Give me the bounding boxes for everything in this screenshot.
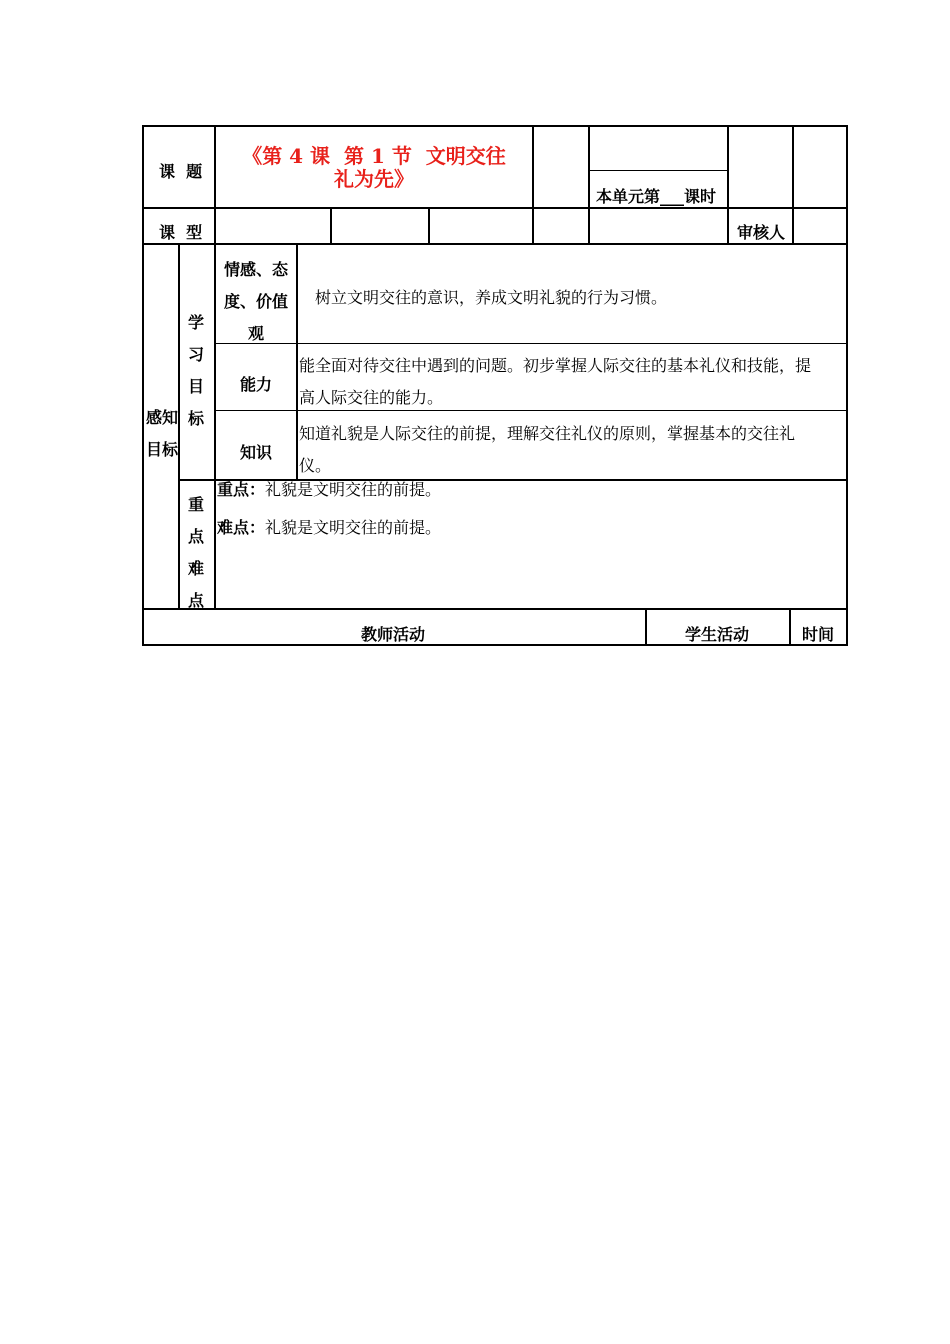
emotion-label-line-3: 观 [247,324,264,343]
type-col-divider-2 [428,207,430,245]
col-divider-d [727,125,729,245]
difficult-point-row [217,512,441,544]
time-header: 时间 [802,625,835,644]
goal-divider-1 [216,343,848,344]
key-point-row [217,474,441,506]
key-point-text: 礼貌是文明交往的前提。 [265,480,442,499]
lesson-title-line-1: 《第 4 课 第 1 节 文明交往 [242,144,506,168]
col-divider-b [532,125,534,245]
ability-goal-line-2: 高人际交往的能力。 [299,388,444,407]
goals-outer-divider [178,243,180,610]
ability-label: 能力 [239,375,272,394]
emotion-label-line-1: 情感、态 [223,260,288,279]
knowledge-goal-text [299,418,795,482]
teacher-activity-header: 教师活动 [361,625,426,644]
knowledge-goal-line-1: 知道礼貌是人际交往的前提，理解交往礼仪的原则，掌握基本的交往礼 [299,424,796,443]
type-label: 课 型 [159,223,203,242]
difficult-point-label: 难点： [217,518,266,537]
unit-lesson-count: 本单元第___课时 [596,187,717,206]
topic-label: 课 题 [159,162,203,181]
learning-goals-char-3: 目 [187,377,204,396]
goals-label-divider [296,243,298,481]
activity-divider-2 [789,608,791,646]
key-point-label: 重点： [217,480,266,499]
unit-cell-divider [589,170,727,171]
knowledge-goal-line-2: 仪。 [299,456,332,475]
ability-goal-text [299,350,811,414]
keypoints-char-4: 点 [187,591,204,610]
table-border-top [142,125,848,127]
lesson-title-line-2: 礼为先》 [334,167,414,191]
col-divider-c [588,125,590,245]
learning-goals-char-2: 习 [187,345,204,364]
difficult-point-text: 礼貌是文明交往的前提。 [265,518,442,537]
goals-outer-label-line-1: 感知 [146,408,179,427]
keypoints-char-3: 难 [187,559,204,578]
ability-goal-line-1: 能全面对待交往中遇到的问题。初步掌握人际交往的基本礼仪和技能，提 [299,356,812,375]
emotion-label [216,254,296,350]
goals-outer-label [146,402,178,466]
activity-divider-1 [645,608,647,646]
keypoints-char-1: 重 [187,495,204,514]
table-border-right [846,125,848,646]
lesson-title [216,145,532,191]
keypoints-char-2: 点 [187,527,204,546]
table-border-left [142,125,144,646]
learning-goals-label [186,307,206,435]
emotion-goal-text: 树立文明交往的意识，养成文明礼貌的行为习惯。 [315,288,668,307]
type-col-divider-1 [330,207,332,245]
keypoints-label [186,489,206,617]
emotion-label-line-2: 度、价值 [223,292,288,311]
learning-goals-char-1: 学 [187,313,204,332]
row-divider-3 [142,608,848,610]
student-activity-header: 学生活动 [685,625,750,644]
reviewer-label: 审核人 [737,223,786,242]
learning-goals-char-4: 标 [187,409,204,428]
col-divider-e [792,125,794,245]
knowledge-label: 知识 [239,443,272,462]
row-divider-1 [142,207,848,209]
goals-outer-label-line-2: 目标 [146,440,179,459]
